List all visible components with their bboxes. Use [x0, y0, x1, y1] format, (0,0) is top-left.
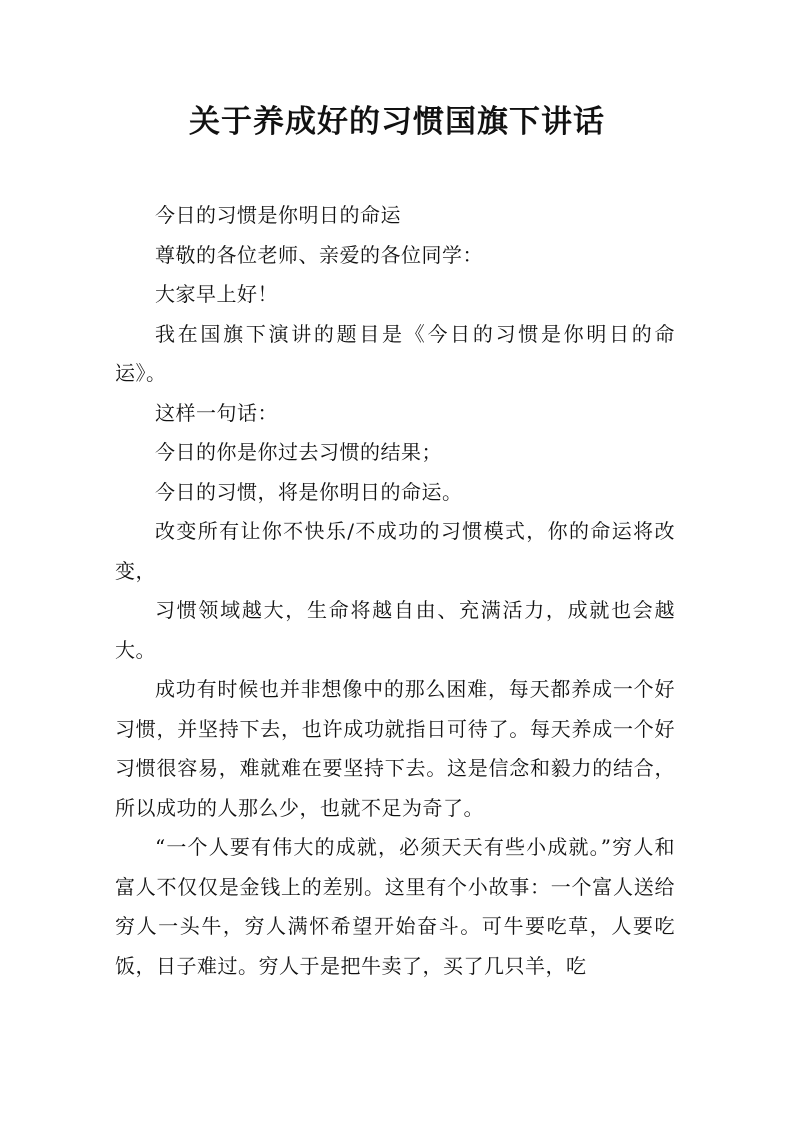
paragraph: 今日的习惯，将是你明日的命运。 — [155, 479, 463, 504]
paragraph: 习惯领域越大，生命将越自由、充满活力，成就也会越大。 — [115, 598, 675, 662]
paragraph: 这样一句话： — [155, 400, 278, 425]
paragraph: 改变所有让你不快乐/不成功的习惯模式，你的命运将改变， — [115, 519, 675, 583]
paragraph: 大家早上好！ — [155, 282, 278, 306]
document-body — [115, 196, 675, 986]
paragraph: “一个人要有伟大的成就，必须天天有些小成就。”穷人和富人不仅仅是金钱上的差别。这里有个小故事：一个富人送给穷人一头牛，穷人满怀希望开始奋斗。可牛要吃草，人要吃饭，日子难过。穷人于是把牛卖了，买了几只羊，吃 — [115, 835, 675, 978]
paragraph: 尊敬的各位老师、亲爱的各位同学： — [155, 242, 483, 267]
paragraph: 成功有时候也并非想像中的那么困难，每天都养成一个好习惯，并坚持下去，也许成功就指日可待了。每天养成一个好习惯很容易，难就难在要坚持下去。这是信念和毅力的结合，所以成功的人那么少，也就不足为奇了。 — [115, 677, 675, 820]
paragraph: 今日的你是你过去习惯的结果； — [155, 440, 442, 464]
paragraph: 我在国旗下演讲的题目是《今日的习惯是你明日的命运》。 — [115, 321, 675, 385]
document-title: 关于养成好的习惯国旗下讲话 — [189, 104, 605, 140]
paragraph: 今日的习惯是你明日的命运 — [155, 203, 401, 227]
